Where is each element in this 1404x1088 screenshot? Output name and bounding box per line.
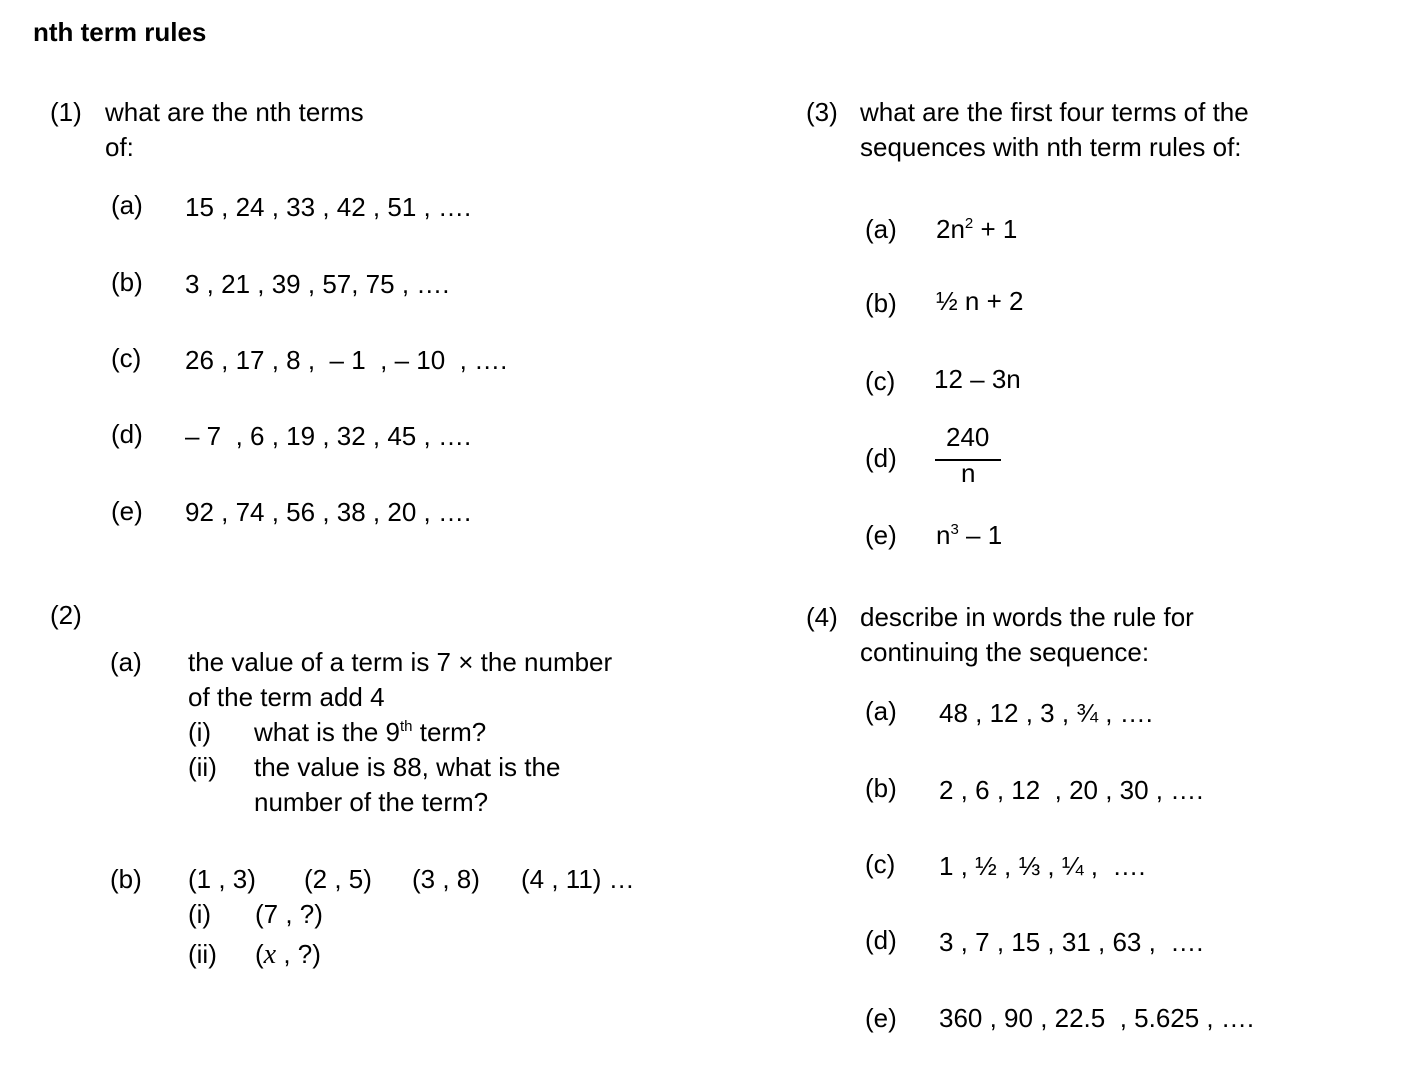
item-label: (e) — [865, 1003, 897, 1033]
sequence: 360 , 90 , 22.5 , 5.625 , …. — [939, 1003, 1255, 1033]
question-text: continuing the sequence: — [860, 637, 1150, 667]
variable-x: x — [263, 939, 277, 970]
subitem-label: (ii) — [188, 752, 217, 782]
item-label: (c) — [865, 366, 896, 396]
item-label: (e) — [111, 496, 143, 526]
sequence: – 7 , 6 , 19 , 32 , 45 , …. — [185, 421, 472, 451]
question-text: what are the nth terms — [105, 97, 364, 127]
text-part: ( — [255, 939, 264, 969]
superscript: th — [399, 718, 413, 735]
item-label: (d) — [865, 443, 897, 473]
item-label: (a) — [865, 696, 897, 726]
text-part: what is the 9 — [254, 717, 400, 747]
item-label: (e) — [865, 520, 897, 550]
text-part: term? — [412, 717, 487, 747]
question-text: sequences with nth term rules of: — [860, 132, 1242, 162]
coordinate-pair: (1 , 3) — [188, 864, 256, 894]
question-text: of the term add 4 — [188, 682, 385, 712]
question-number: (4) — [806, 602, 838, 632]
subitem-label: (i) — [188, 717, 212, 747]
item-label: (c) — [865, 849, 896, 879]
question-text: the value is 88, what is the — [254, 752, 561, 782]
sequence: 1 , ½ , ⅓ , ¼ , …. — [939, 851, 1146, 881]
question-text: of: — [105, 132, 134, 162]
text-part: n — [936, 520, 951, 550]
item-label: (c) — [111, 343, 142, 373]
sequence: 3 , 7 , 15 , 31 , 63 , …. — [939, 927, 1204, 957]
fraction-numerator: 240 — [946, 422, 990, 452]
nth-term-rule — [936, 214, 1017, 244]
superscript: 2 — [964, 215, 974, 232]
item-label: (a) — [111, 190, 143, 220]
sequence: 48 , 12 , 3 , ¾ , …. — [939, 698, 1153, 728]
text-part: + 1 — [973, 214, 1018, 244]
sequence: 92 , 74 , 56 , 38 , 20 , …. — [185, 497, 472, 527]
question-number: (3) — [806, 97, 838, 127]
item-label: (a) — [865, 214, 897, 244]
superscript: 3 — [950, 521, 959, 538]
question-text: describe in words the rule for — [860, 602, 1194, 632]
nth-term-rule: 12 – 3n — [934, 364, 1021, 394]
coordinate-pair: (7 , ?) — [255, 899, 323, 929]
question-number: (1) — [50, 97, 82, 127]
sequence: 15 , 24 , 33 , 42 , 51 , …. — [185, 192, 472, 222]
nth-term-rule: ½ n + 2 — [936, 286, 1024, 316]
coordinate-pair: (3 , 8) — [412, 864, 480, 894]
question-text: what are the first four terms of the — [860, 97, 1249, 127]
item-label: (d) — [111, 419, 143, 449]
sequence: 26 , 17 , 8 , – 1 , – 10 , …. — [185, 345, 508, 375]
coordinate-pair: (2 , 5) — [304, 864, 372, 894]
coordinate-pair — [255, 939, 321, 970]
item-label: (b) — [865, 773, 897, 803]
question-number: (2) — [50, 600, 82, 630]
fraction-denominator: n — [961, 458, 976, 488]
sequence: 3 , 21 , 39 , 57, 75 , …. — [185, 269, 450, 299]
question-text — [254, 717, 486, 747]
text-part: – 1 — [958, 520, 1003, 550]
sequence: 2 , 6 , 12 , 20 , 30 , …. — [939, 775, 1204, 805]
item-label: (d) — [865, 925, 897, 955]
subitem-label: (i) — [188, 899, 212, 929]
page-title: nth term rules — [33, 17, 207, 47]
nth-term-rule — [936, 520, 1002, 550]
item-label: (b) — [865, 288, 897, 318]
coordinate-pair: (4 , 11) … — [521, 864, 635, 894]
question-text: number of the term? — [254, 787, 489, 817]
item-label: (a) — [110, 647, 142, 677]
question-text: the value of a term is 7 × the number — [188, 647, 613, 677]
item-label: (b) — [111, 267, 143, 297]
item-label: (b) — [110, 864, 142, 894]
text-part: 2n — [936, 214, 965, 244]
text-part: , ?) — [276, 939, 321, 969]
subitem-label: (ii) — [188, 939, 217, 969]
